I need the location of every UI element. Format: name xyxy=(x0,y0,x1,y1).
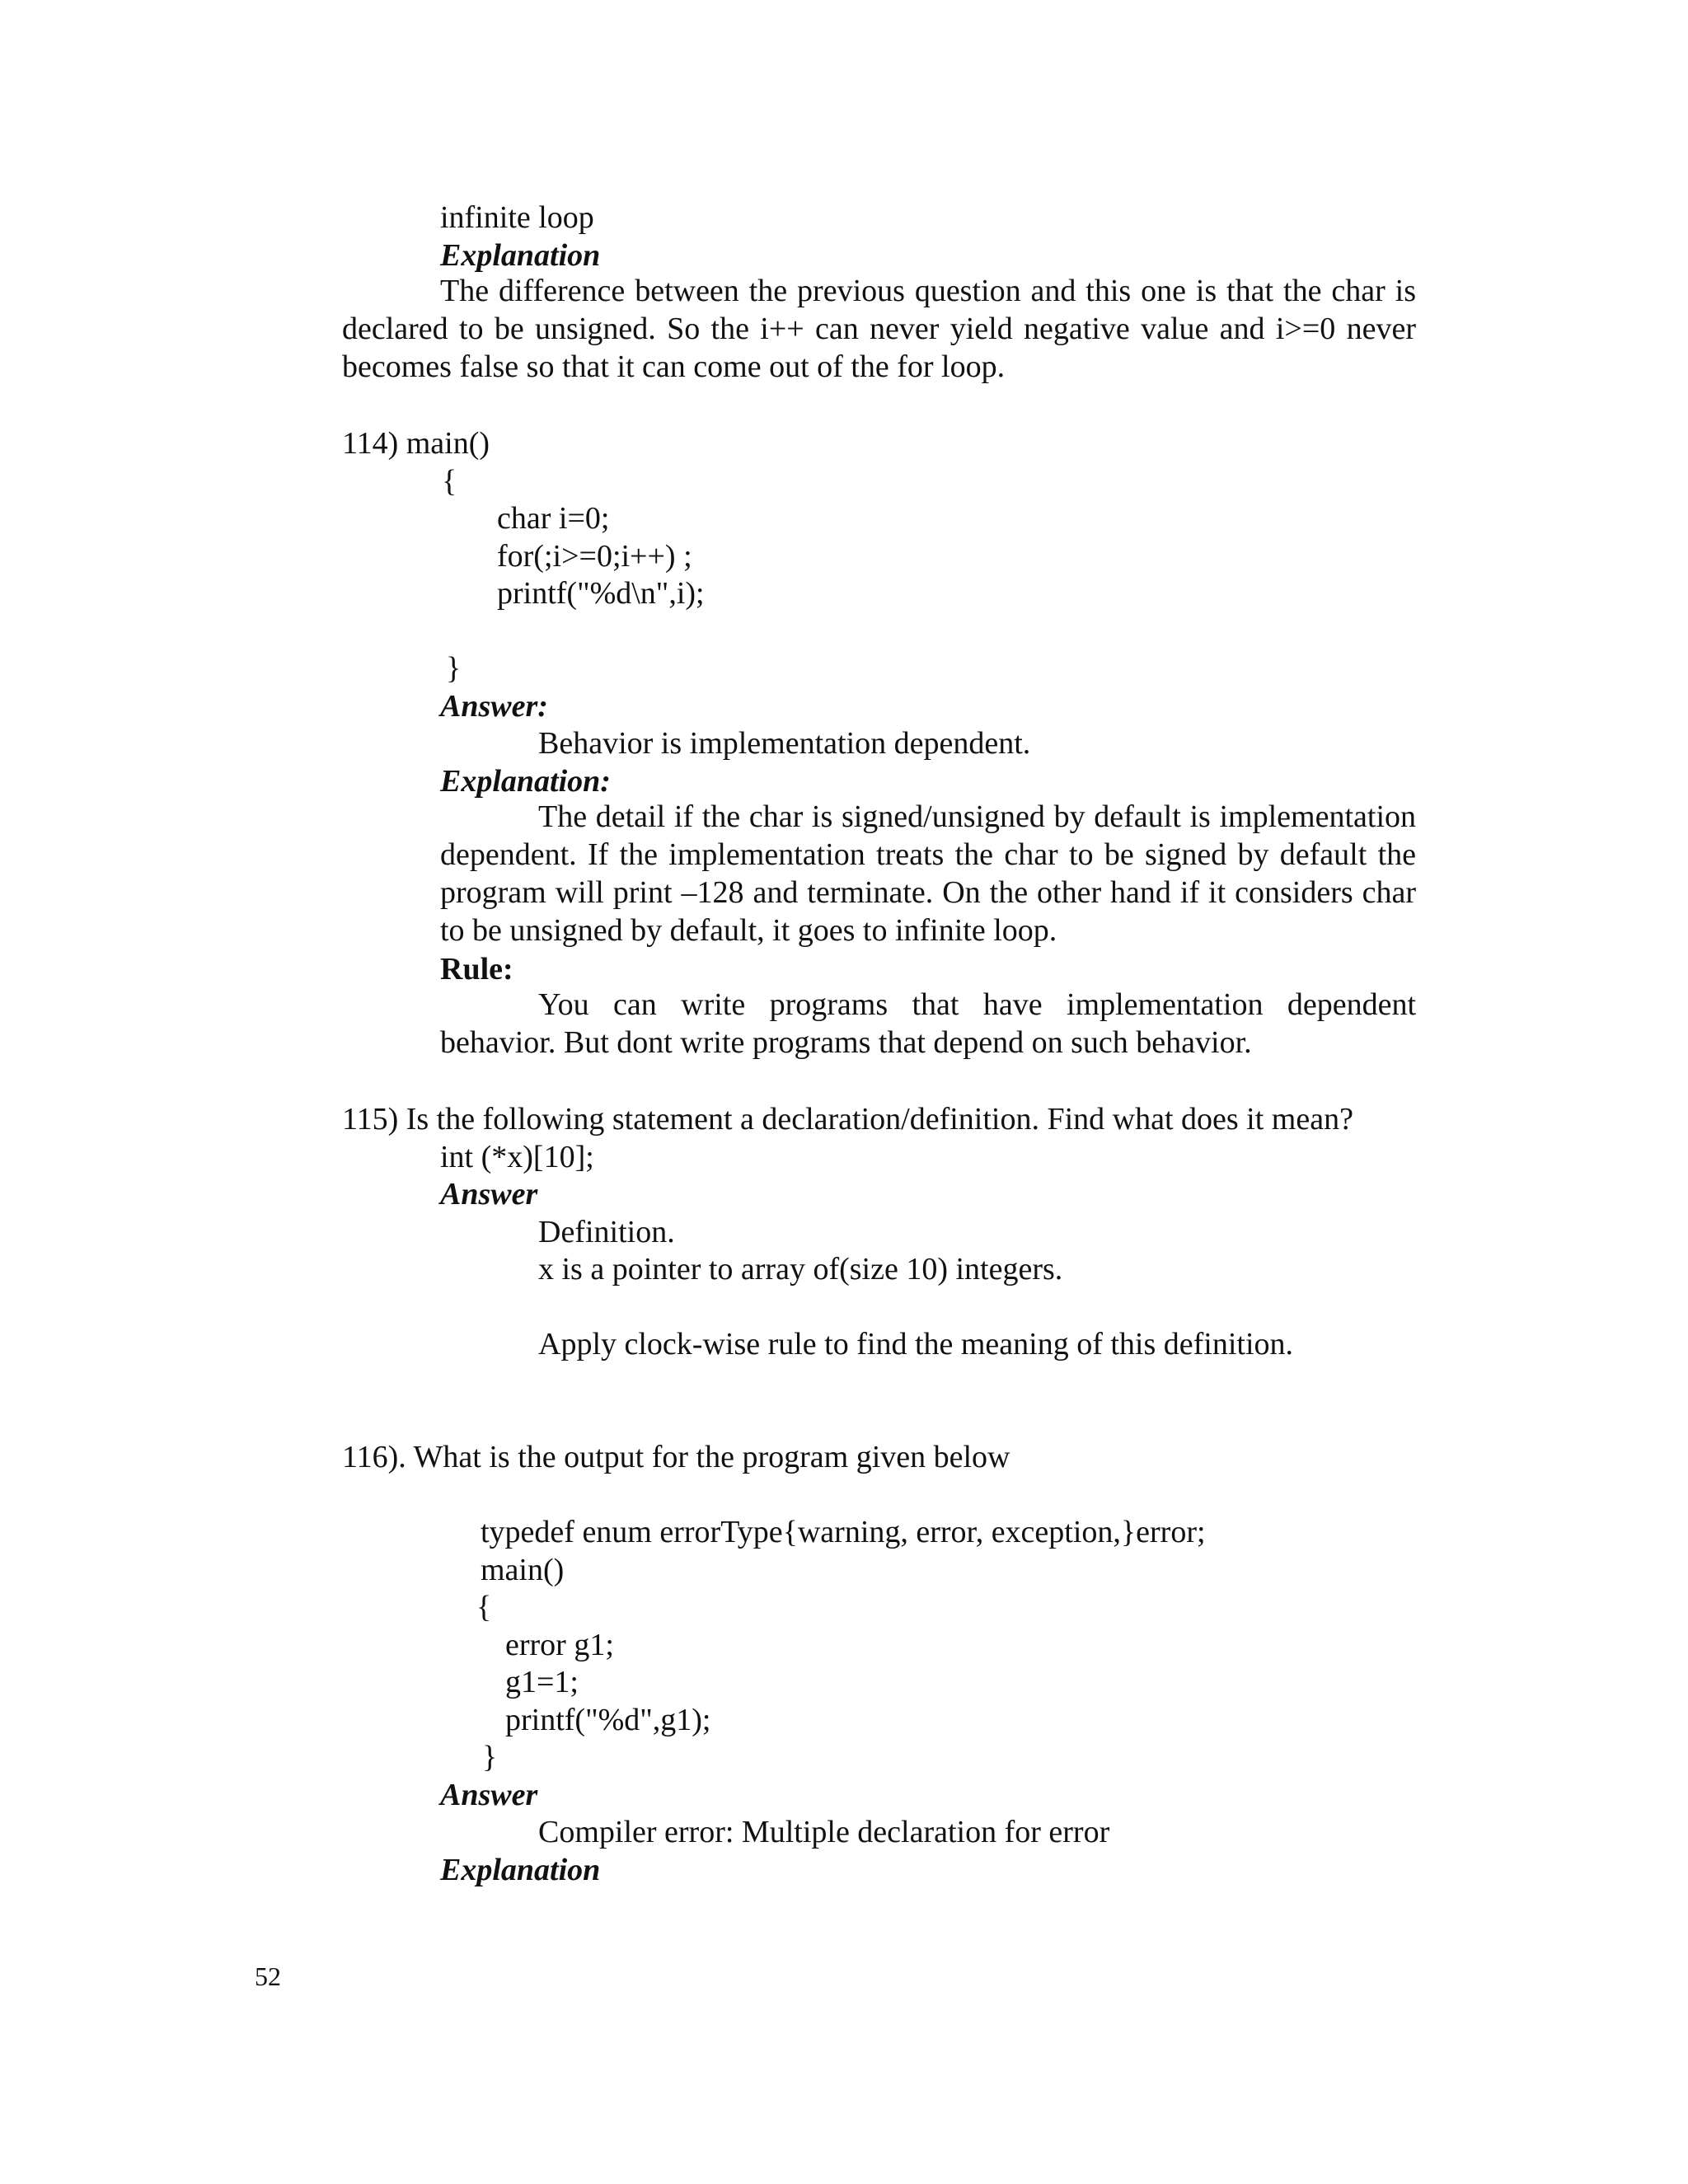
q114-title: 114) main() xyxy=(342,426,490,461)
q116-code-open-brace: { xyxy=(476,1590,492,1624)
q116-answer-text: Compiler error: Multiple declaration for error xyxy=(538,1815,1110,1849)
q116-code-close-brace: } xyxy=(482,1740,498,1774)
q114-code-line: char i=0; xyxy=(497,501,610,536)
q116-code-line: printf("%d",g1); xyxy=(505,1703,711,1737)
prev-explanation-text: The difference between the previous question and this one is that the char is declared to be unsigned. So the i++ can never yield negative value and i>=0 never becomes false so that it can come out of the for loop. xyxy=(342,274,1416,384)
q114-code-close-brace: } xyxy=(446,651,462,686)
q116-code-line: g1=1; xyxy=(505,1665,579,1699)
q114-code-line: for(;i>=0;i++) ; xyxy=(497,539,692,574)
q114-code-open-brace: { xyxy=(442,464,457,499)
q116-code-line: main() xyxy=(481,1553,565,1587)
q115-answer-line: Apply clock-wise rule to find the meaning of this definition. xyxy=(538,1327,1294,1361)
q115-answer-line: Definition. xyxy=(538,1215,675,1249)
q116-code-line: error g1; xyxy=(505,1628,614,1662)
prev-explanation-heading: Explanation xyxy=(440,238,601,273)
q115-answer-heading: Answer xyxy=(440,1177,538,1212)
q115-title: 115) Is the following statement a declaration/definition. Find what does it mean? xyxy=(342,1102,1353,1137)
q114-code-line: printf("%d\n",i); xyxy=(497,576,705,611)
prev-answer-line: infinite loop xyxy=(440,200,594,235)
q114-explanation-heading: Explanation: xyxy=(440,764,611,799)
q115-code: int (*x)[10]; xyxy=(440,1140,594,1174)
page-number: 52 xyxy=(255,1961,281,1991)
q115-answer-line: x is a pointer to array of(size 10) integers. xyxy=(538,1252,1063,1286)
q116-code-line: typedef enum errorType{warning, error, exception,}error; xyxy=(481,1515,1206,1549)
q116-explanation-heading: Explanation xyxy=(440,1853,601,1887)
q116-answer-heading: Answer xyxy=(440,1778,538,1812)
q114-rule-heading: Rule: xyxy=(440,952,513,987)
q114-rule-text: You can write programs that have implementation dependent behavior. But dont write programs that depend on such behavior. xyxy=(440,987,1416,1060)
q116-title: 116). What is the output for the program given below xyxy=(342,1440,1010,1474)
q114-answer-heading: Answer: xyxy=(440,689,548,724)
q114-explanation-text: The detail if the char is signed/unsigned by default is implementation dependent. If the implementation treats the char to be signed by default the program will print –128 and terminate. On the other hand if it considers char to be unsigned by default, it goes to infinite loop. xyxy=(440,799,1416,948)
q114-answer-text: Behavior is implementation dependent. xyxy=(538,726,1031,761)
